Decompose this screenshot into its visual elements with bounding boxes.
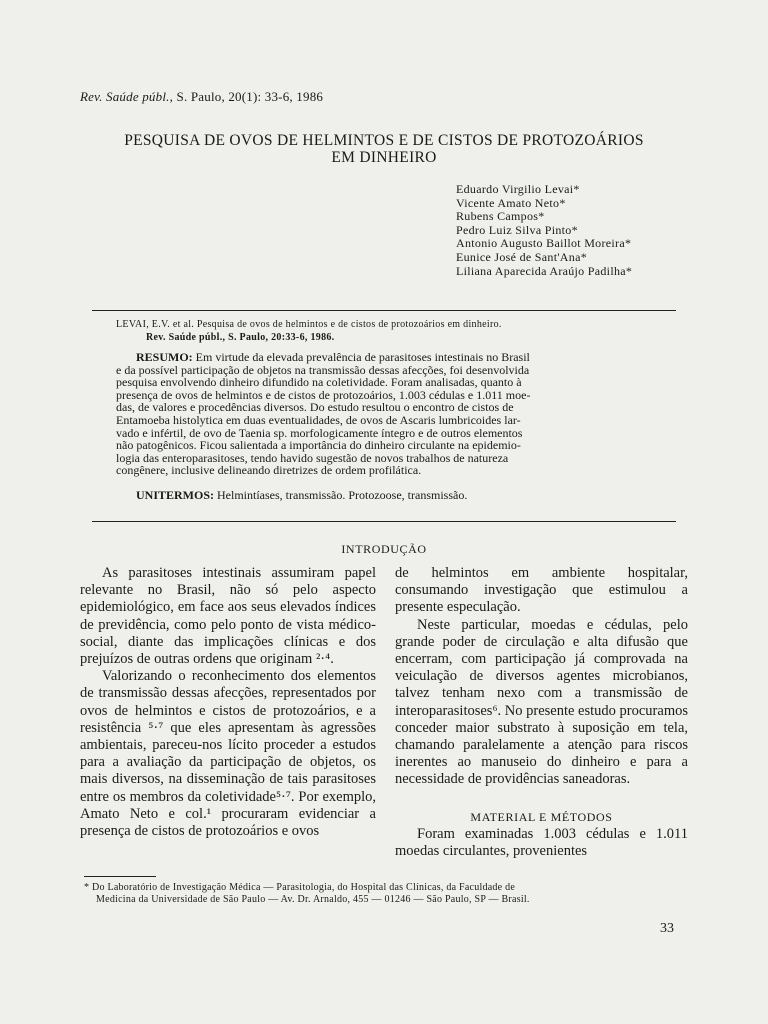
author-list	[456, 183, 632, 278]
author: Rubens Campos*	[456, 209, 545, 224]
methods-column	[395, 826, 688, 860]
page-number: 33	[660, 921, 674, 936]
abstract-line: congênere, inclusive delineando diretrizes de ordem profilática.	[116, 463, 422, 478]
title-line-2: EM DINHEIRO	[331, 149, 437, 166]
abstract-line: e da possível participação de objetos na transmissão dessas afecções, foi desenvolvida	[116, 362, 530, 377]
paragraph: Neste particular, moedas e cédulas, pelo grande poder de circulação e alta difusão que encerram, com participação já comprovada na veiculação de diversos agentes microbianos, talvez tenham nexo com a transmissão de interoparasitoses⁶. No presente estudo procuramos conceder maior substrato à suposição em tela, chamando paralelamente a atenção para riscos inerentes ao manuseio do dinheiro e para a necessidade de providências saneadoras.	[395, 616, 688, 788]
citation-line-2: Rev. Saúde públ., S. Paulo, 20:33-6, 1986.	[146, 332, 335, 343]
abstract-line: Entamoeba histolytica em duas eventualidades, de ovos de Ascaris lumbricoides lar-	[116, 412, 521, 427]
author: Vicente Amato Neto*	[456, 195, 566, 210]
footnote	[84, 882, 688, 905]
journal-name: Rev. Saúde públ.,	[80, 89, 174, 104]
journal-reference	[80, 89, 323, 105]
paragraph: Valorizando o reconhecimento dos elementos de transmissão dessas afecções, representados por ovos de helmintos e cistos de protozoários, e a resistência ⁵·⁷ que eles apresentam às agressões ambientais, pareceu-nos lícito proceder a estudos para a avaliação da participação de objetos, os mais diversos, na disseminação de tais parasitoses entre os membros da coletividade⁵·⁷. Por exemplo, Amato Neto e col.¹ procuraram evidenciar a presença de cistos de protozoários e ovos	[80, 668, 376, 840]
abstract-line: Em virtude da elevada prevalência de parasitoses intestinais no Brasil	[192, 350, 530, 364]
citation-block	[116, 318, 656, 344]
title-line-1: PESQUISA DE OVOS DE HELMINTOS E DE CISTOS DE PROTOZOÁRIOS	[124, 132, 644, 149]
author: Liliana Aparecida Araújo Padilha*	[456, 263, 633, 278]
abstract-line: das, de valores e procedências diversos. Do estudo resultou o encontro de cistos de	[116, 400, 514, 415]
section-heading-introduction: INTRODUÇÃO	[341, 542, 427, 556]
author: Eunice José de Sant'Ana*	[456, 249, 587, 264]
author: Antonio Augusto Baillot Moreira*	[456, 236, 632, 251]
abstract-line: logia das enteroparasitoses, tendo havido sugestão de novos trabalhos de natureza	[116, 450, 509, 465]
footnote-line-2: Medicina da Universidade de São Paulo — Av. Dr. Arnaldo, 455 — 01246 — São Paulo, SP — Brasil.	[96, 893, 530, 905]
keywords	[136, 488, 467, 503]
left-column	[80, 565, 376, 840]
abstract-line: presença de ovos de helmintos e de cistos de protozoários, 1.003 cédulas e 1.011 moe-	[116, 387, 531, 402]
keywords-label: UNITERMOS:	[136, 488, 215, 502]
footnote-line-1: * Do Laboratório de Investigação Médica — Parasitologia, do Hospital das Clínicas, da Faculdade de	[84, 882, 516, 893]
citation-line-1: LEVAI, E.V. et al. Pesquisa de ovos de helmintos e de cistos de protozoários em dinheiro.	[116, 319, 502, 330]
section-heading-methods: MATERIAL E MÉTODOS	[470, 810, 613, 824]
right-column	[395, 565, 688, 789]
footnote-rule	[84, 876, 156, 877]
paragraph: As parasitoses intestinais assumiram papel relevante no Brasil, não só pelo aspecto epidemiológico, em face aos seus elevados índices de previdência, como pelo ponto de vista médico-social, diante das implicações clínicas e dos prejuízos de outras ordens que originam ²·⁴.	[80, 565, 376, 668]
paragraph: de helmintos em ambiente hospitalar, consumando investigação que estimulou a presente especulação.	[395, 565, 688, 616]
journal-volume: S. Paulo, 20(1): 33-6, 1986	[173, 89, 324, 104]
abstract	[116, 351, 656, 477]
abstract-line: não patogênicos. Ficou salientada a importância do dinheiro circulante na epidemio-	[116, 438, 521, 453]
keywords-text: Helmintíases, transmissão. Protozoose, transmissão.	[214, 488, 468, 502]
top-divider	[92, 310, 676, 311]
abstract-line: pesquisa envolvendo dinheiro difundido na coletividade. Foram analisadas, quanto à	[116, 375, 522, 390]
bottom-divider	[92, 521, 676, 522]
article-title	[60, 132, 708, 166]
author: Pedro Luiz Silva Pinto*	[456, 222, 578, 237]
abstract-line: vado e infértil, de ovo de Taenia sp. morfologicamente íntegro e de outros elementos	[116, 425, 523, 440]
paragraph: Foram examinadas 1.003 cédulas e 1.011 moedas circulantes, provenientes	[395, 826, 688, 860]
author: Eduardo Virgilio Levai*	[456, 182, 580, 196]
abstract-label: RESUMO:	[136, 350, 193, 364]
